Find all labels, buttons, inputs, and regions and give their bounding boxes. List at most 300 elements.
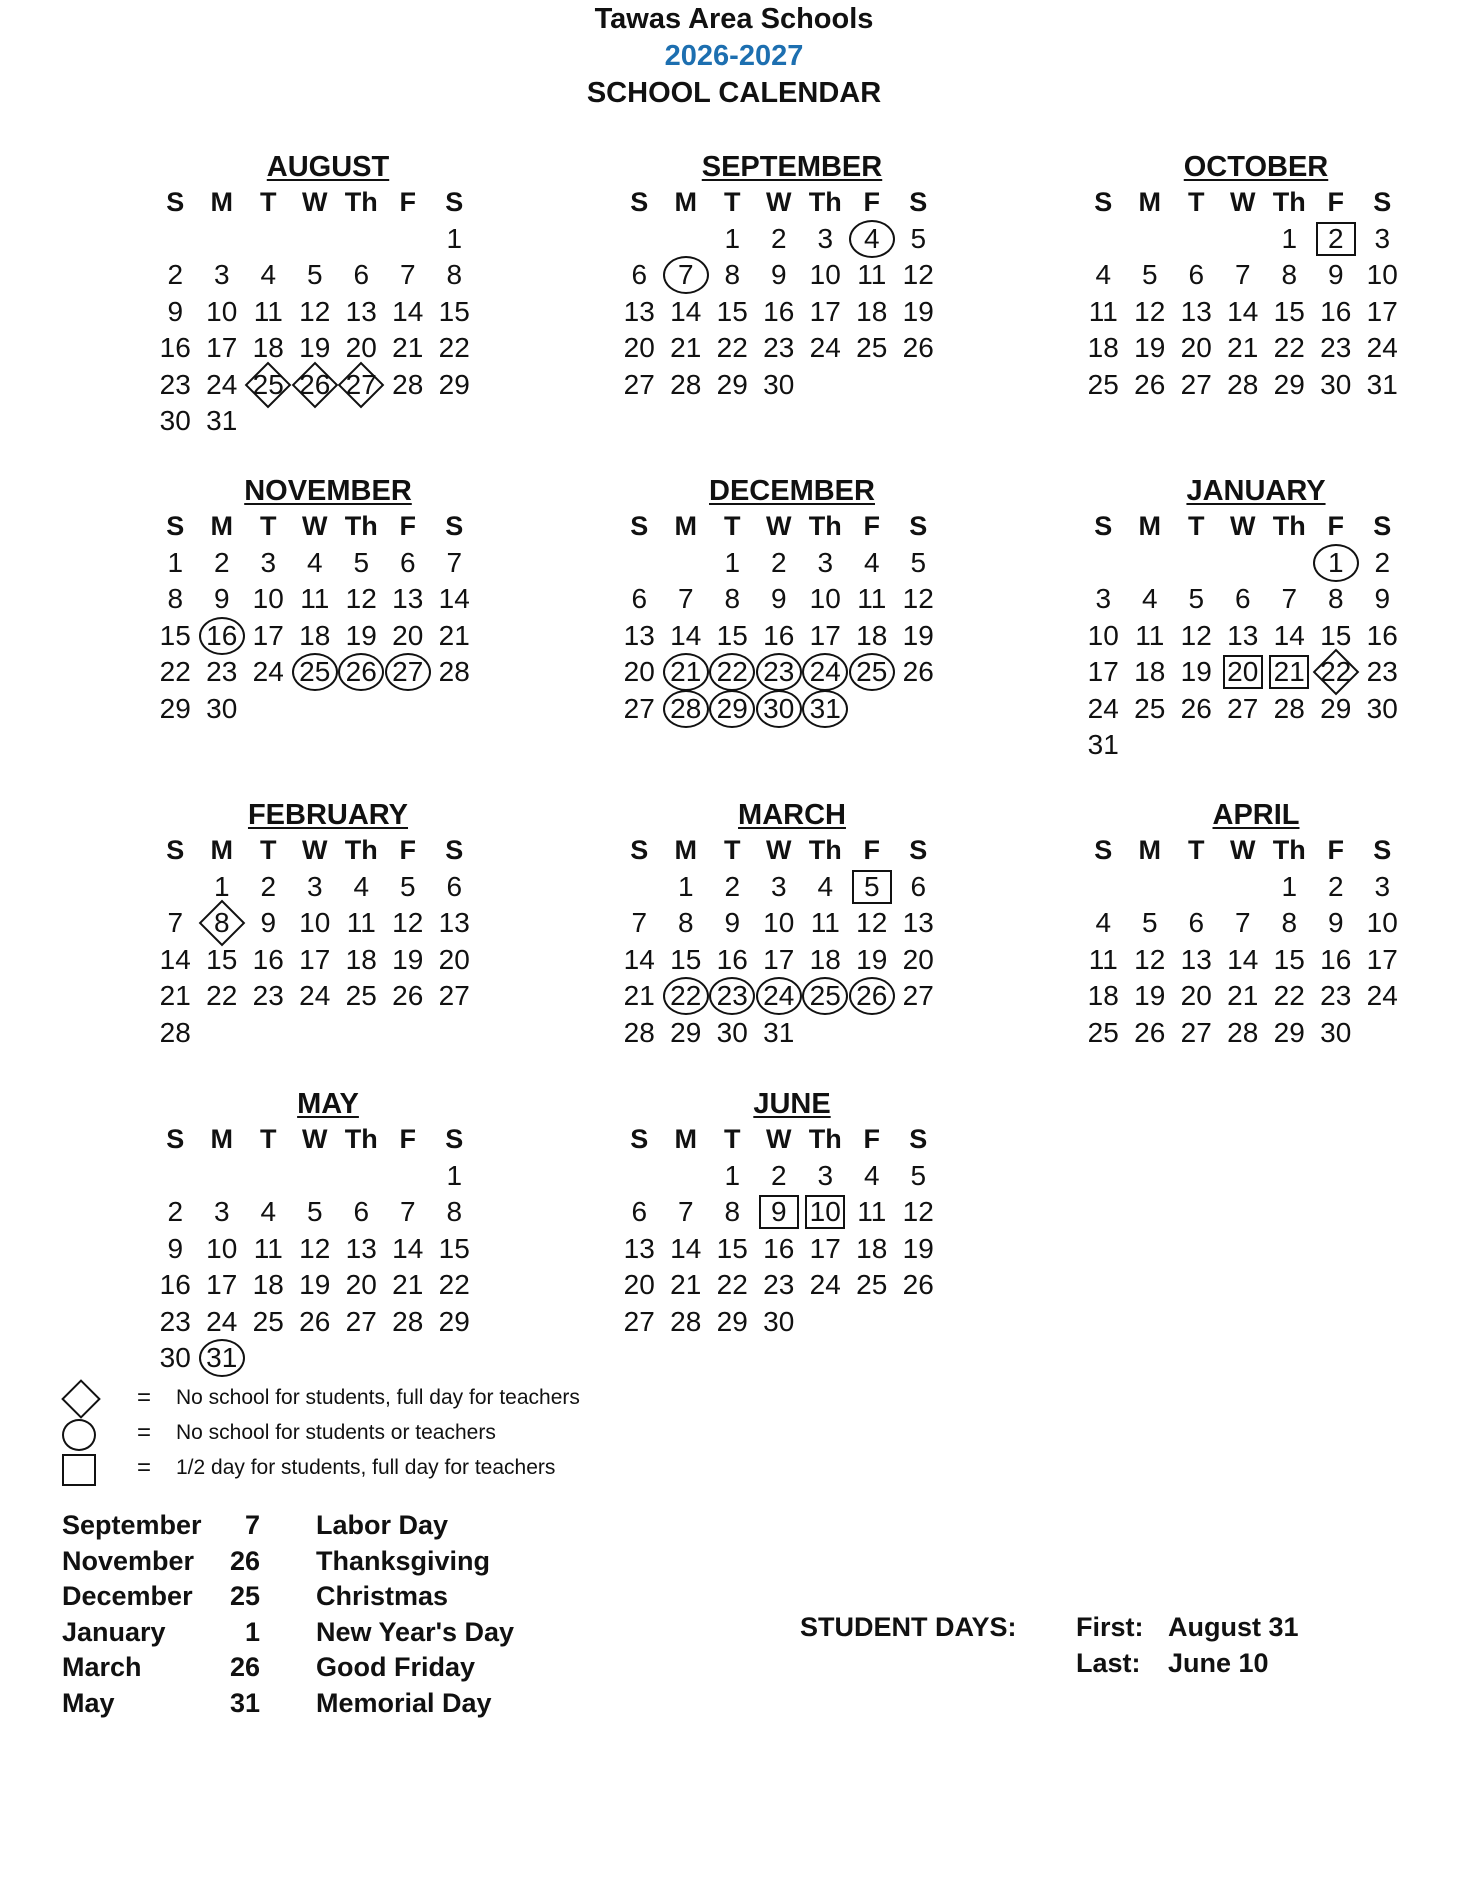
day-cell-empty [849, 367, 896, 404]
day-cell [1359, 330, 1406, 367]
day-number: 3 [213, 259, 230, 290]
day-number: 27 [438, 980, 470, 1011]
holiday-month: November [62, 1545, 195, 1576]
day-cell [1220, 1015, 1267, 1052]
week-row [152, 1158, 492, 1195]
day-number: 23 [1320, 980, 1352, 1011]
day-cell-empty [385, 221, 432, 258]
weekday-header [152, 832, 492, 869]
day-cell [338, 545, 385, 582]
day-number: 30 [1366, 692, 1398, 724]
day-number: 11 [810, 907, 840, 938]
day-cell-empty [292, 1015, 339, 1052]
day-cell [802, 294, 849, 331]
day-cell-empty [245, 1340, 292, 1377]
weekday-label: M [210, 1124, 233, 1154]
month-october [1080, 150, 1420, 403]
day-cell [152, 1267, 199, 1304]
weekday-label: F [399, 187, 416, 217]
day-cell [756, 905, 803, 942]
day-number: 5 [306, 1196, 323, 1227]
week-row [1080, 942, 1420, 979]
day-number: 13 [345, 295, 377, 327]
day-number: 2 [167, 1196, 184, 1227]
day-cell [1080, 727, 1127, 764]
weekday-label: F [1327, 187, 1344, 217]
day-cell [849, 942, 896, 979]
day-number: 3 [817, 546, 834, 578]
day-cell-empty [1127, 545, 1174, 582]
day-cell [199, 581, 246, 618]
holiday-day: 7 [244, 1510, 260, 1540]
day-number: 25 [856, 1269, 888, 1300]
weekday-header [152, 1121, 492, 1158]
day-number: 21 [1227, 332, 1259, 363]
day-number: 12 [902, 583, 934, 614]
day-cell [616, 618, 663, 655]
day-cell [895, 654, 942, 691]
month-june [616, 1087, 956, 1340]
day-cell [895, 869, 942, 906]
month-february [152, 798, 492, 1051]
day-cell [1220, 367, 1267, 404]
day-number: 26 [902, 332, 934, 363]
day-number: 21 [1273, 656, 1305, 687]
day-cell [385, 581, 432, 618]
day-number: 11 [253, 295, 283, 327]
day-cell-empty [431, 1015, 478, 1052]
day-number: 14 [392, 295, 424, 327]
day-number: 6 [353, 1196, 370, 1227]
weekday-label: W [766, 1124, 792, 1154]
holiday-row [62, 1686, 514, 1722]
day-cell [849, 330, 896, 367]
weekday-label: Th [808, 1124, 842, 1154]
day-cell [756, 1267, 803, 1304]
day-number: 16 [1366, 619, 1398, 651]
day-number: 28 [1227, 1016, 1259, 1048]
day-cell [199, 257, 246, 294]
day-number: 31 [809, 692, 841, 724]
day-cell [431, 618, 478, 655]
month-december [616, 474, 956, 727]
day-number: 7 [677, 1196, 694, 1227]
day-cell-empty [802, 367, 849, 404]
day-cell [663, 905, 710, 942]
day-number: 1 [1327, 546, 1344, 578]
day-cell [292, 1194, 339, 1231]
month-name: DECEMBER [709, 475, 875, 507]
day-cell [431, 294, 478, 331]
day-number: 1 [724, 222, 741, 254]
weekday-label: T [260, 187, 277, 217]
day-cell [616, 257, 663, 294]
day-cell [895, 1267, 942, 1304]
day-cell [199, 1304, 246, 1341]
day-cell-empty [199, 221, 246, 258]
week-row [616, 545, 956, 582]
day-number: 7 [399, 259, 416, 290]
day-cell [616, 1231, 663, 1268]
week-row [616, 942, 956, 979]
month-march [616, 798, 956, 1051]
day-cell-empty [338, 403, 385, 440]
day-number: 4 [353, 870, 370, 902]
day-cell [292, 618, 339, 655]
day-number: 16 [763, 295, 795, 327]
day-cell [1359, 221, 1406, 258]
day-cell [1359, 978, 1406, 1015]
holiday-day: 31 [229, 1687, 260, 1718]
week-row [152, 330, 492, 367]
day-cell-circle [849, 221, 896, 258]
last-day-value: June 10 [1168, 1647, 1269, 1678]
week-row [616, 257, 956, 294]
day-number: 16 [763, 1232, 795, 1264]
day-number: 14 [1227, 943, 1259, 975]
day-cell [292, 257, 339, 294]
day-cell [802, 905, 849, 942]
day-cell [431, 654, 478, 691]
day-number: 23 [1320, 332, 1352, 363]
day-number: 27 [392, 656, 424, 687]
weekday-label: T [724, 511, 741, 541]
day-cell [802, 1231, 849, 1268]
day-cell [802, 1158, 849, 1195]
day-cell [1080, 654, 1127, 691]
circle-icon [58, 1416, 102, 1450]
first-day-label: First: [1076, 1612, 1144, 1642]
day-number: 8 [446, 259, 463, 290]
weekday-label: S [1094, 187, 1113, 217]
week-row [152, 942, 492, 979]
day-cell-empty [1359, 727, 1406, 764]
day-cell [1173, 618, 1220, 655]
holiday-name: Good Friday [316, 1652, 476, 1682]
week-row [1080, 545, 1420, 582]
day-cell-circle [292, 654, 339, 691]
day-cell [292, 581, 339, 618]
holiday-month: May [62, 1687, 115, 1718]
day-cell-square [849, 869, 896, 906]
legend-text: 1/2 day for students, full day for teachers [176, 1455, 556, 1479]
day-cell-circle [385, 654, 432, 691]
day-number: 16 [763, 619, 795, 651]
day-number: 4 [1095, 259, 1112, 290]
weekday-label: W [1230, 835, 1256, 865]
day-cell [709, 905, 756, 942]
holiday-day: 26 [229, 1652, 260, 1682]
day-number: 24 [206, 368, 238, 400]
week-row [616, 1158, 956, 1195]
day-cell-empty [199, 1015, 246, 1052]
day-cell [431, 330, 478, 367]
weekday-header [1080, 508, 1420, 545]
day-cell-circle [199, 618, 246, 655]
day-number: 13 [623, 295, 655, 327]
day-number: 22 [716, 332, 748, 363]
day-number: 25 [1134, 692, 1166, 724]
day-number: 26 [1134, 368, 1166, 400]
student-days-first-row [800, 1610, 1299, 1646]
holiday-name: Labor Day [316, 1510, 449, 1540]
day-cell [616, 905, 663, 942]
day-number: 12 [1134, 943, 1166, 975]
day-cell [709, 545, 756, 582]
day-number: 25 [856, 656, 888, 687]
day-cell-empty [616, 1158, 663, 1195]
day-number: 27 [623, 1305, 655, 1337]
day-cell [709, 1231, 756, 1268]
day-cell-circle [338, 654, 385, 691]
day-cell [152, 581, 199, 618]
day-number: 6 [446, 870, 463, 902]
day-number: 19 [1134, 980, 1166, 1011]
holiday-row [62, 1508, 514, 1544]
weekday-label: F [1327, 835, 1344, 865]
day-cell [1080, 978, 1127, 1015]
weekday-label: F [399, 1124, 416, 1154]
day-cell [1173, 257, 1220, 294]
day-number: 24 [1087, 692, 1119, 724]
day-number: 10 [206, 1232, 238, 1264]
day-number: 6 [631, 1196, 648, 1227]
week-row [152, 1015, 492, 1052]
day-cell [1173, 1015, 1220, 1052]
weekday-label: S [445, 511, 464, 541]
day-cell-empty [152, 869, 199, 906]
day-cell [338, 1231, 385, 1268]
day-number: 10 [299, 907, 331, 938]
day-cell [152, 257, 199, 294]
day-cell [199, 1267, 246, 1304]
day-number: 13 [392, 583, 424, 614]
day-cell [338, 581, 385, 618]
day-number: 18 [252, 332, 284, 363]
week-row [1080, 581, 1420, 618]
day-cell [1266, 905, 1313, 942]
day-cell [709, 1267, 756, 1304]
day-number: 8 [724, 1196, 741, 1227]
day-number: 5 [306, 259, 323, 290]
day-number: 13 [1180, 295, 1212, 327]
day-number: 7 [1281, 583, 1298, 614]
week-row [1080, 257, 1420, 294]
month-august [152, 150, 492, 440]
day-cell [1127, 654, 1174, 691]
day-cell [292, 978, 339, 1015]
day-cell [849, 905, 896, 942]
day-number: 23 [159, 1305, 191, 1337]
day-cell-empty [292, 691, 339, 728]
day-number: 6 [1188, 907, 1205, 938]
day-number: 15 [716, 295, 748, 327]
day-cell [385, 1267, 432, 1304]
legend-equals: = [136, 1418, 151, 1446]
weekday-label: Th [1272, 835, 1306, 865]
weekday-label: T [260, 511, 277, 541]
day-cell [1173, 654, 1220, 691]
day-cell-empty [1220, 869, 1267, 906]
day-number: 3 [1374, 870, 1391, 902]
day-cell-empty [245, 1158, 292, 1195]
day-cell-empty [431, 1340, 478, 1377]
day-cell-empty [895, 1304, 942, 1341]
day-cell-empty [616, 221, 663, 258]
day-number: 17 [1366, 295, 1398, 327]
day-number: 16 [159, 332, 191, 363]
week-row [152, 1194, 492, 1231]
day-number: 8 [724, 259, 741, 290]
day-number: 17 [206, 1269, 238, 1300]
day-cell [1080, 1015, 1127, 1052]
day-number: 17 [809, 295, 841, 327]
day-cell [616, 367, 663, 404]
day-number: 20 [1180, 980, 1212, 1011]
day-cell [152, 1231, 199, 1268]
weekday-label: F [1327, 511, 1344, 541]
week-row [1080, 978, 1420, 1015]
day-number: 15 [438, 295, 470, 327]
day-number: 29 [1273, 1016, 1305, 1048]
day-number: 14 [438, 583, 470, 614]
calendar-title: SCHOOL CALENDAR [586, 77, 882, 109]
day-number: 19 [299, 332, 331, 363]
day-number: 21 [438, 619, 470, 651]
day-cell-empty [338, 1015, 385, 1052]
week-row [616, 1194, 956, 1231]
day-cell [292, 1231, 339, 1268]
day-cell [1359, 905, 1406, 942]
day-cell [292, 1267, 339, 1304]
day-number: 28 [1273, 692, 1305, 724]
day-number: 17 [1087, 656, 1119, 687]
weekday-label: W [302, 1124, 328, 1154]
day-number: 16 [206, 619, 238, 651]
weekday-label: W [1230, 187, 1256, 217]
legend [58, 1380, 580, 1485]
day-cell-empty [431, 691, 478, 728]
month-name: JANUARY [1186, 475, 1326, 507]
day-cell [709, 257, 756, 294]
day-cell [338, 618, 385, 655]
day-number: 1 [446, 1159, 463, 1191]
month-name: AUGUST [266, 151, 390, 183]
day-cell [663, 367, 710, 404]
day-number: 2 [1374, 546, 1391, 578]
day-number: 15 [670, 943, 702, 975]
day-number: 23 [716, 980, 748, 1011]
week-row [152, 905, 492, 942]
day-number: 9 [260, 907, 277, 938]
day-number: 18 [345, 943, 377, 975]
holiday-month: December [62, 1581, 193, 1611]
month-name: APRIL [1212, 799, 1300, 831]
day-number: 3 [817, 222, 834, 254]
day-cell [1359, 294, 1406, 331]
day-number: 4 [260, 1196, 277, 1227]
day-cell [152, 978, 199, 1015]
day-cell [1220, 942, 1267, 979]
day-cell [709, 869, 756, 906]
day-cell [756, 257, 803, 294]
weekday-label: M [674, 511, 697, 541]
day-cell [756, 330, 803, 367]
day-number: 27 [902, 980, 934, 1011]
day-number: 6 [353, 259, 370, 290]
day-cell [616, 942, 663, 979]
week-row [616, 1267, 956, 1304]
day-cell [199, 691, 246, 728]
day-number: 22 [716, 656, 748, 687]
weekday-label: F [863, 511, 880, 541]
day-cell-square [1266, 654, 1313, 691]
day-number: 12 [392, 907, 424, 938]
legend-equals: = [136, 1383, 151, 1411]
day-number: 24 [809, 332, 841, 363]
day-cell [245, 942, 292, 979]
holiday-row [62, 1650, 514, 1686]
day-number: 5 [1141, 259, 1158, 290]
day-cell [385, 545, 432, 582]
day-number: 4 [1141, 583, 1158, 614]
day-cell [709, 1194, 756, 1231]
day-cell [199, 403, 246, 440]
day-cell [431, 1231, 478, 1268]
day-cell [385, 905, 432, 942]
weekday-label: Th [344, 1124, 378, 1154]
day-cell [245, 905, 292, 942]
holiday-name: Memorial Day [316, 1687, 492, 1718]
day-cell [709, 221, 756, 258]
day-cell [431, 978, 478, 1015]
day-number: 8 [724, 583, 741, 614]
day-cell-diamond [292, 367, 339, 404]
day-number: 14 [670, 1232, 702, 1264]
weekday-header [152, 184, 492, 221]
day-cell [199, 942, 246, 979]
day-cell-empty [1173, 727, 1220, 764]
day-cell [895, 618, 942, 655]
day-cell [802, 545, 849, 582]
day-cell [199, 654, 246, 691]
weekday-label: S [909, 187, 928, 217]
day-cell [1266, 294, 1313, 331]
day-number: 29 [716, 1305, 748, 1337]
week-row [152, 1340, 492, 1377]
day-number: 23 [206, 656, 238, 687]
day-number: 17 [206, 332, 238, 363]
day-cell [663, 942, 710, 979]
day-number: 19 [299, 1269, 331, 1300]
school-name: Tawas Area Schools [594, 3, 874, 35]
day-number: 18 [252, 1269, 284, 1300]
weekday-label: S [630, 1124, 649, 1154]
day-cell [663, 294, 710, 331]
day-cell [431, 1304, 478, 1341]
day-cell [1313, 691, 1360, 728]
day-number: 5 [910, 1159, 927, 1191]
weekday-label: S [166, 835, 185, 865]
day-number: 25 [252, 1305, 284, 1337]
day-number: 30 [1320, 368, 1352, 400]
day-cell [1080, 942, 1127, 979]
day-number: 1 [446, 222, 463, 254]
week-row [616, 294, 956, 331]
week-row [1080, 330, 1420, 367]
day-cell [849, 1267, 896, 1304]
day-cell [616, 978, 663, 1015]
